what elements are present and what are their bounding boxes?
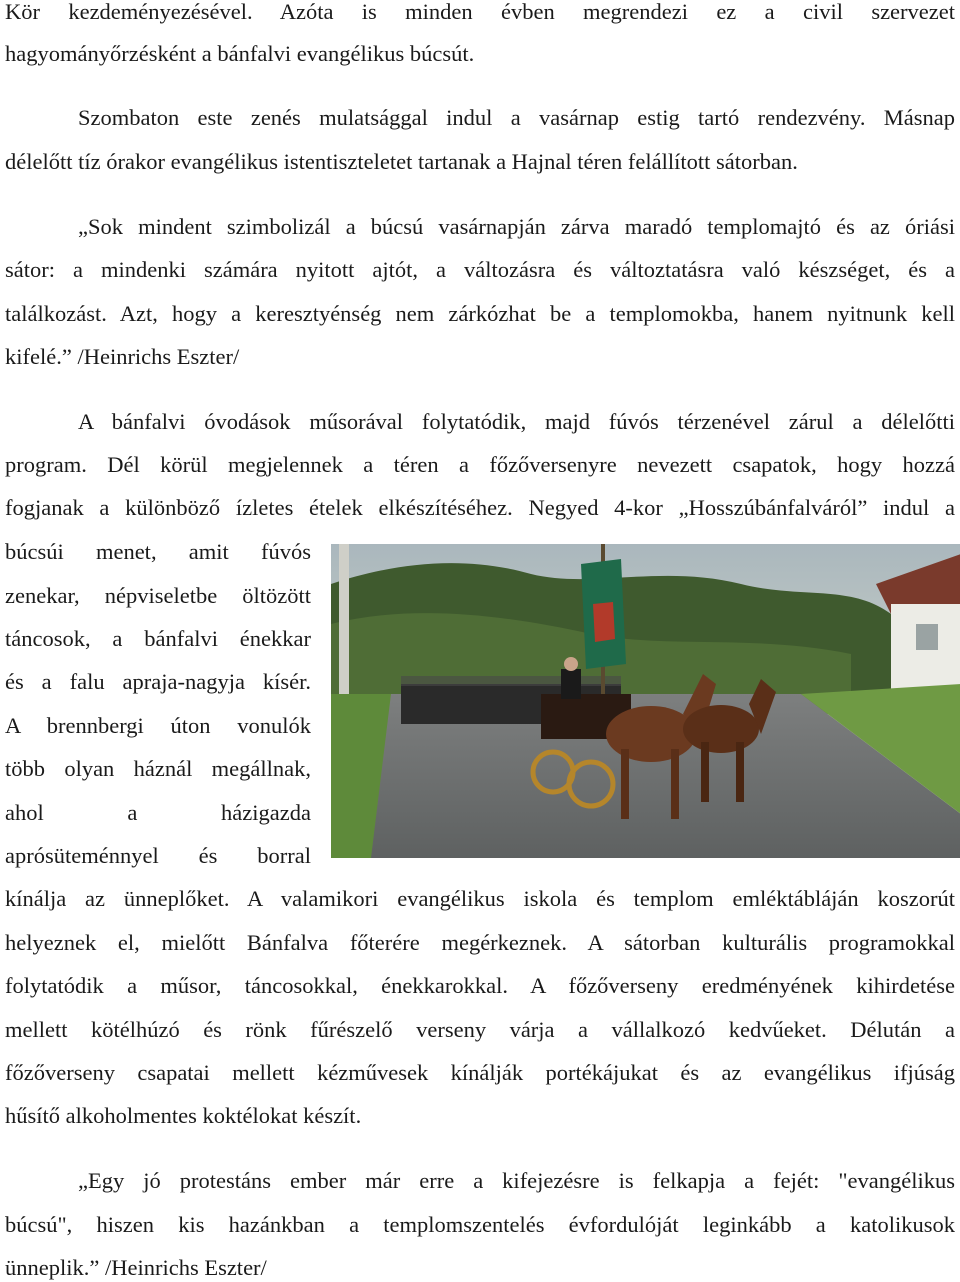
- paragraph-3-line-2: program. Dél körül megjelennek a téren a főzőversenyre nevezett csapatok, hogy hozzá: [5, 452, 955, 477]
- paragraph-3-line-7: és a falu apraja-nagyja kísér.: [5, 669, 311, 694]
- quote-2-line-3: ünneplik.” /Heinrichs Eszter/: [5, 1255, 267, 1280]
- quote-2-line-2: búcsú", hiszen kis hazánkban a templomszentelés évfordulóját leginkább a katolikusok: [5, 1212, 955, 1237]
- paragraph-1-line-1: Kör kezdeményezésével. Azóta is minden évben megrendezi ez a civil szervezet: [5, 0, 955, 24]
- paragraph-3-line-3: fogjanak a különböző ízletes ételek elkészítéséhez. Negyed 4-kor „Hosszúbánfalváról” indul a: [5, 495, 955, 520]
- paragraph-3-line-16: főzőverseny csapatai mellett kézművesek kínálják portékájukat és az evangélikus ifjúság: [5, 1060, 955, 1085]
- quote-1-line-3: találkozást. Azt, hogy a keresztyénség nem zárkózhat be a templomokba, hanem nyitnunk kell: [5, 301, 955, 326]
- paragraph-3-line-4: búcsúi menet, amit fúvós: [5, 539, 311, 564]
- quote-1-line-1: „Sok mindent szimbolizál a búcsú vasárnapján zárva maradó templomajtó és az óriási: [78, 214, 955, 239]
- quote-2-line-1: „Egy jó protestáns ember már erre a kifejezésre is felkapja a fejét: "evangélikus: [78, 1168, 955, 1193]
- paragraph-2-line-1: Szombaton este zenés mulatsággal indul a vasárnap estig tartó rendezvény. Másnap: [78, 105, 955, 130]
- quote-1-line-4: kifelé.” /Heinrichs Eszter/: [5, 344, 240, 369]
- paragraph-3-line-15: mellett kötélhúzó és rönk fűrészelő verseny várja a vállalkozó kedvűeket. Délután a: [5, 1017, 955, 1042]
- paragraph-3-line-9: több olyan háznál megállnak,: [5, 756, 311, 781]
- paragraph-1-line-2: hagyományőrzésként a bánfalvi evangélikus búcsút.: [5, 41, 475, 66]
- paragraph-3-line-13: helyeznek el, mielőtt Bánfalva főterére megérkeznek. A sátorban kulturális programokkal: [5, 930, 955, 955]
- paragraph-3-line-10: ahol a házigazda: [5, 800, 311, 825]
- paragraph-3-line-1: A bánfalvi óvodások műsorával folytatódik, majd fúvós térzenével zárul a délelőtti: [78, 409, 955, 434]
- quote-1-line-2: sátor: a mindenki számára nyitott ajtót, a változásra és változtatásra való készséget, és a: [5, 257, 955, 282]
- paragraph-3-line-11: aprósüteménnyel és borral: [5, 843, 311, 868]
- paragraph-3-line-5: zenekar, népviseletbe öltözött: [5, 583, 311, 608]
- paragraph-3-line-8: A brennbergi úton vonulók: [5, 713, 311, 738]
- paragraph-3-line-14: folytatódik a műsor, táncosokkal, énekkarokkal. A főzőverseny eredményének kihirdetése: [5, 973, 955, 998]
- paragraph-2-line-2: délelőtt tíz órakor evangélikus istentiszteletet tartanak a Hajnal téren felállított sátorban.: [5, 149, 798, 174]
- paragraph-3-line-17: hűsítő alkoholmentes koktélokat készít.: [5, 1103, 362, 1128]
- procession-photo: [331, 544, 960, 858]
- paragraph-3-line-6: táncosok, a bánfalvi énekkar: [5, 626, 311, 651]
- paragraph-3-line-12: kínálja az ünneplőket. A valamikori evangélikus iskola és templom emléktábláján koszorút: [5, 886, 955, 911]
